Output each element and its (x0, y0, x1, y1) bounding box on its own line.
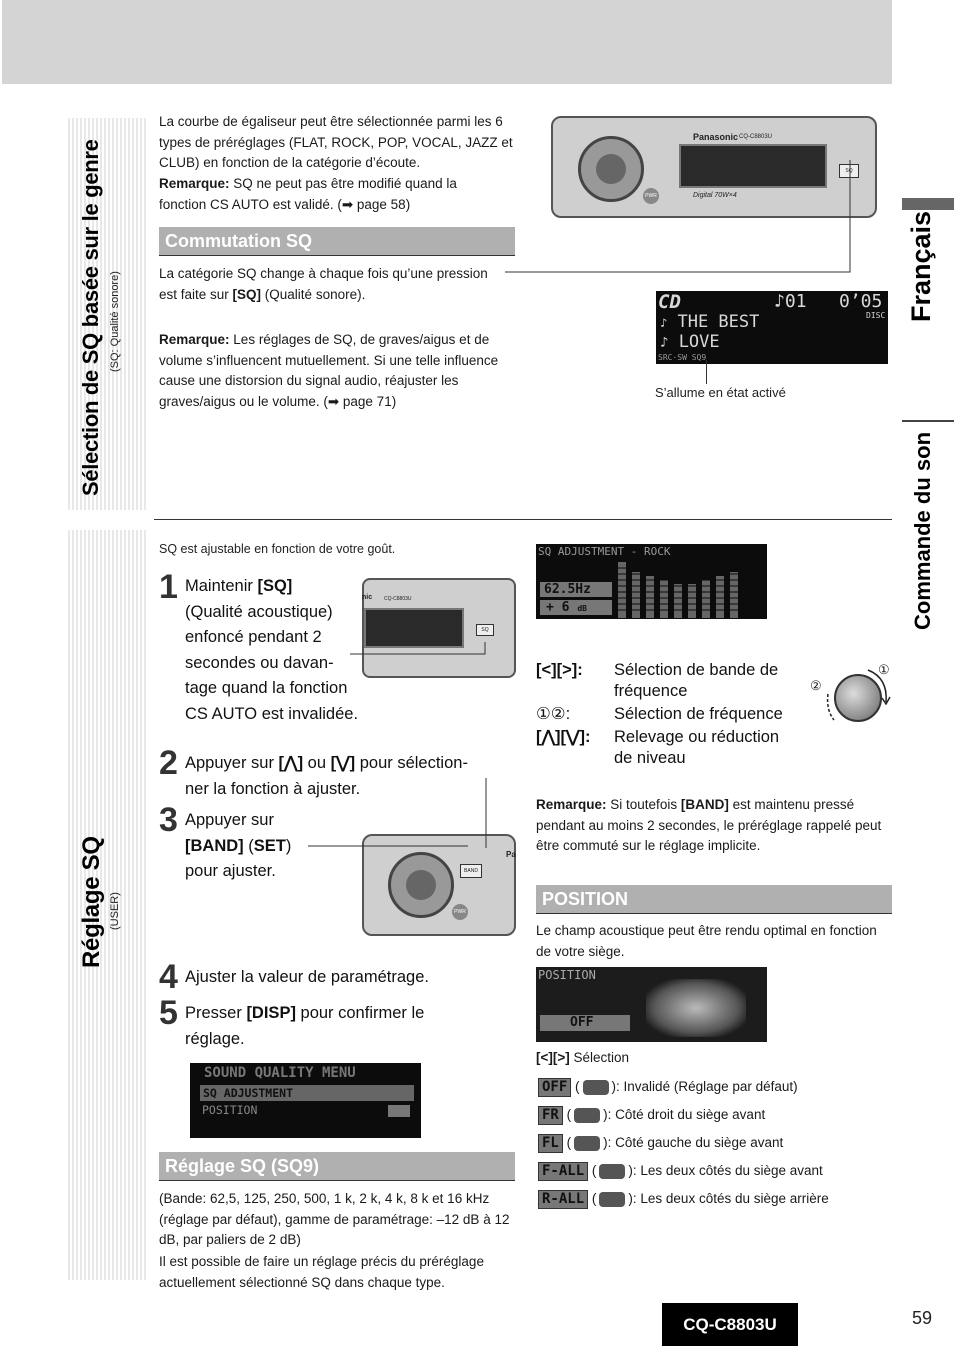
step-5-number: 5 (159, 994, 178, 1032)
sq9-text-1: (Bande: 62,5, 125, 250, 500, 1 k, 2 k, 4 k, 8 k et 16 kHz (réglage par défaut), gamme de paramétrage: –12 dB à 12 dB, par paliers de 2 dB) (159, 1191, 510, 1247)
pwr-button: PWR (643, 188, 659, 204)
sq-adjust-subtitle: (USER) (109, 892, 121, 930)
step-2-text: Appuyer sur [⋀] ou [⋁] pour sélection- ner la fonction à ajuster. (185, 754, 468, 798)
eq-gain-box: + 6 dB (540, 600, 612, 615)
language-label: Français (906, 210, 936, 322)
lcd-caption-line (706, 360, 707, 384)
sq-callout-line (505, 160, 855, 280)
commutation-sq-heading: Commutation SQ (159, 227, 515, 255)
eq-freq-value: 62.5Hz (540, 582, 612, 597)
step-1-number: 1 (159, 568, 178, 606)
sq-button-crop: SQ (476, 624, 494, 636)
brand-label: Panasonic (693, 132, 739, 142)
step-1-text: Maintenir [SQ] (Qualité acoustique) enfoncé pendant 2 secondes ou davan- tage quand la fonction CS AUTO est invalidée. (185, 577, 359, 723)
brand-crop-right: Pa (506, 850, 516, 859)
heading-underline (159, 255, 515, 256)
eq-bars (614, 562, 764, 618)
control-level: [⋀][⋁]: Relevage ou réduction de niveau (536, 728, 780, 767)
folder-icon: ♪ (660, 316, 668, 330)
step-5-text: Presser [DISP] pour confirmer le réglage. (185, 1004, 425, 1048)
sq-genre-subtitle: (SQ: Qualité sonore) (109, 271, 121, 372)
language-tab-bar (902, 198, 954, 210)
menu-title: SOUND QUALITY MENU (204, 1065, 356, 1081)
lcd-source: CD (658, 291, 681, 313)
step-3-number: 3 (159, 801, 178, 839)
eq-lcd-title: SQ ADJUSTMENT - ROCK (538, 545, 671, 558)
seat-icon (574, 1136, 600, 1151)
pwr-button-crop: PWR (452, 904, 468, 920)
control-freq-select: ①②: Sélection de fréquence (536, 705, 783, 723)
position-lcd-title: POSITION (538, 968, 596, 982)
seat-figure-icon (646, 979, 746, 1037)
sq9-heading: Réglage SQ (SQ9) (159, 1152, 515, 1180)
lcd-disc: DISC (866, 311, 886, 320)
position-option-f-all: F-ALL ( ): Les deux côtés du siège avant (538, 1160, 888, 1182)
lcd-song-line: ♪ LOVE (660, 332, 720, 352)
lcd-time: 0’05 (839, 291, 883, 312)
sound-quality-menu-lcd (190, 1063, 421, 1138)
position-option-r-all: R-ALL ( ): Les deux côtés du siège arrière (538, 1188, 888, 1210)
menu-item-sq-adjustment: SQ ADJUSTMENT (200, 1085, 414, 1101)
seat-icon (583, 1080, 609, 1095)
brand-label-crop: nic (362, 594, 373, 601)
digital-label: Digital 70W×4 (693, 192, 737, 199)
rotary-knob-illustration (810, 662, 892, 724)
knob-center-crop (406, 870, 436, 900)
control-band-select: [<][>]: Sélection de bande de fréquence (536, 661, 779, 700)
model-crop: CQ-C8803U (384, 596, 412, 602)
menu-item-position-indicator (388, 1105, 410, 1117)
sq-genre-note1: Remarque: SQ ne peut pas être modifié quand la fonction CS AUTO est validé. (➡ page 58) (159, 176, 457, 212)
step-3-text: Appuyer sur [BAND] (SET) pour ajuster. (185, 811, 292, 880)
note-icon: ♪ (660, 335, 669, 351)
seat-icon (574, 1108, 600, 1123)
cd-display-lcd (656, 291, 888, 364)
position-heading: POSITION (536, 885, 892, 913)
sq-adjust-intro: SQ est ajustable en fonction de votre goût. (159, 542, 396, 556)
sq-genre-note2: Remarque: Les réglages de SQ, de graves/aigus et de volume s’influencent mutuellement. Si une telle influence cause une distorsion du signal audio, réajuster les graves/aigus ou le volume. (➡ page 71) (159, 332, 499, 409)
knob-label-2: ② (810, 678, 822, 693)
commutation-sq-text: La catégorie SQ change à chaque fois qu’une pression est faite sur [SQ] (Qualité sonore). (159, 266, 488, 302)
sq-button: SQ (839, 164, 859, 178)
header-band (2, 0, 892, 84)
model-small-label: CQ-C8803U (739, 134, 773, 140)
position-option-fr: FR ( ): Côté droit du siège avant (538, 1104, 888, 1126)
side-divider (902, 420, 954, 422)
page-number: 59 (912, 1308, 933, 1328)
lcd-indicator-line: SRC·SW SQ9 (658, 353, 707, 362)
position-option-off: OFF ( ): Invalidé (Réglage par défaut) (538, 1076, 888, 1098)
band-button-crop: BAND (460, 864, 482, 878)
model-badge: CQ-C8803U (662, 1303, 798, 1346)
sq-adjust-title: Réglage SQ (78, 836, 105, 968)
band-note: Remarque: Si toutefois [BAND] est maintenu pressé pendant au moins 2 secondes, le préréglage rappelé peut être commuté sur le réglage implicite. (536, 797, 882, 853)
sq-genre-intro: La courbe de égaliseur peut être sélectionnée parmi les 6 types de préréglages (FLAT, ROCK, POP, VOCAL, JAZZ et CLUB) en fonction de la catégorie d’écoute. (159, 114, 513, 170)
position-heading-underline (536, 913, 892, 914)
sq9-text-2: Il est possible de faire un réglage précis du préréglage actuellement sélectionné SQ dans chaque type. (159, 1254, 484, 1290)
sq-genre-title: Sélection de SQ basée sur le genre (78, 139, 103, 496)
position-lcd-value: OFF (540, 1015, 630, 1031)
position-select-row: [<][>] Sélection (536, 1050, 630, 1065)
section-label: Commande du son (910, 431, 935, 630)
position-text: Le champ acoustique peut être rendu optimal en fonction de votre siège. (536, 923, 877, 959)
sq9-heading-underline (159, 1180, 515, 1181)
sq-adjustment-eq-lcd (536, 544, 767, 619)
knob-label-1: ① (878, 662, 890, 677)
seat-icon (599, 1164, 625, 1179)
step-2-number: 2 (159, 744, 178, 782)
position-lcd (536, 967, 767, 1042)
step1-callout (350, 640, 490, 670)
step-4-text: Ajuster la valeur de paramétrage. (185, 968, 429, 986)
step3-callout (308, 778, 493, 853)
lcd-caption: S’allume en état activé (655, 385, 786, 400)
step-4-number: 4 (159, 958, 178, 996)
menu-item-position: POSITION (202, 1103, 258, 1117)
lcd-title-line: ♪ THE BEST (660, 312, 760, 332)
seat-icon (599, 1192, 625, 1207)
section-divider (154, 519, 892, 520)
position-option-fl: FL ( ): Côté gauche du siège avant (538, 1132, 888, 1154)
position-options (538, 1076, 888, 1210)
lcd-track: ♪01 (774, 291, 807, 312)
